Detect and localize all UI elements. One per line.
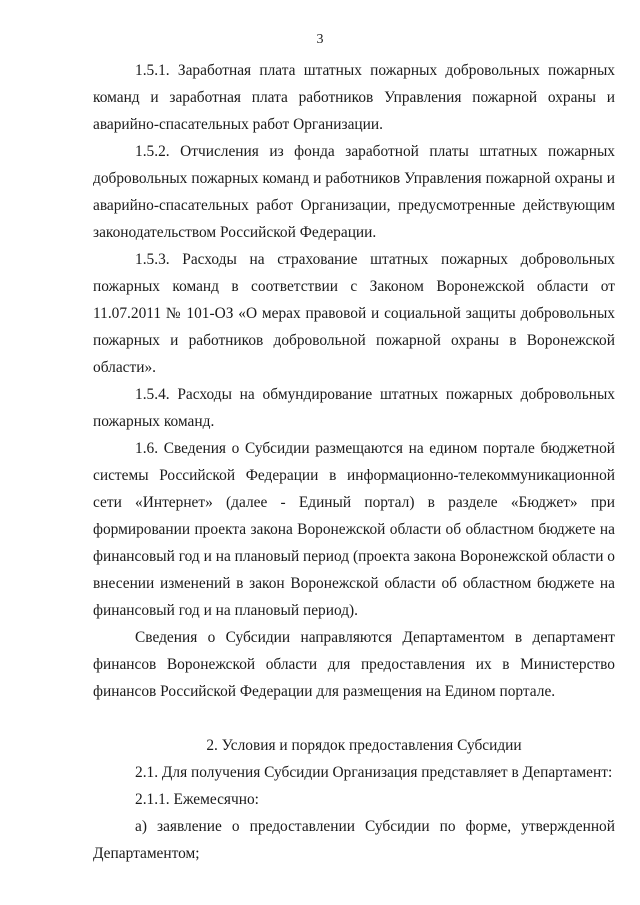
paragraph-1-5-1: 1.5.1. Заработная плата штатных пожарных добровольных пожарных команд и заработная плата работников Управления пожарной охраны и аварийно-спасательных работ Организации. xyxy=(93,62,615,133)
paragraph-1-5-4: 1.5.4. Расходы на обмундирование штатных пожарных добровольных пожарных команд. xyxy=(93,386,615,430)
paragraph-1-6: 1.6. Сведения о Субсидии размещаются на едином портале бюджетной системы Российской Федерации в информационно-телекоммуникационной сети «Интернет» (далее - Единый портал) в разделе «Бюджет» при формировании проекта закона Воронежской области об областном бюджете на финансовый год и на плановый период (проекта закона Воронежской области о внесении изменений в закон Воронежской области об областном бюджете на финансовый год и на плановый период). xyxy=(93,440,615,619)
paragraph-2-1: 2.1. Для получения Субсидии Организация представляет в Департамент: xyxy=(135,764,613,781)
paragraph-1-5-2: 1.5.2. Отчисления из фонда заработной платы штатных пожарных добровольных пожарных команд и работников Управления пожарной охраны и аварийно-спасательных работ Организации, предусмотренные действующим законодательством Российской Федерации. xyxy=(93,143,615,241)
paragraph-1-5-3: 1.5.3. Расходы на страхование штатных пожарных добровольных пожарных команд в соответствии с Законом Воронежской области от 11.07.2011 № 101-ОЗ «О мерах правовой и социальной защиты добровольных пожарных и работников добровольной пожарной охраны в Воронежской области». xyxy=(93,251,615,376)
page-number: 3 xyxy=(316,32,324,47)
paragraph-a: а) заявление о предоставлении Субсидии по форме, утвержденной Департаментом; xyxy=(93,818,615,862)
paragraph-2-1-1: 2.1.1. Ежемесячно: xyxy=(135,791,259,808)
paragraph-svedeniya: Сведения о Субсидии направляются Департаментом в департамент финансов Воронежской области для предоставления их в Министерство финансов Российской Федерации для размещения на Едином портале. xyxy=(93,629,615,700)
section-2-heading: 2. Условия и порядок предоставления Субсидии xyxy=(206,737,522,754)
document-body xyxy=(93,57,615,867)
